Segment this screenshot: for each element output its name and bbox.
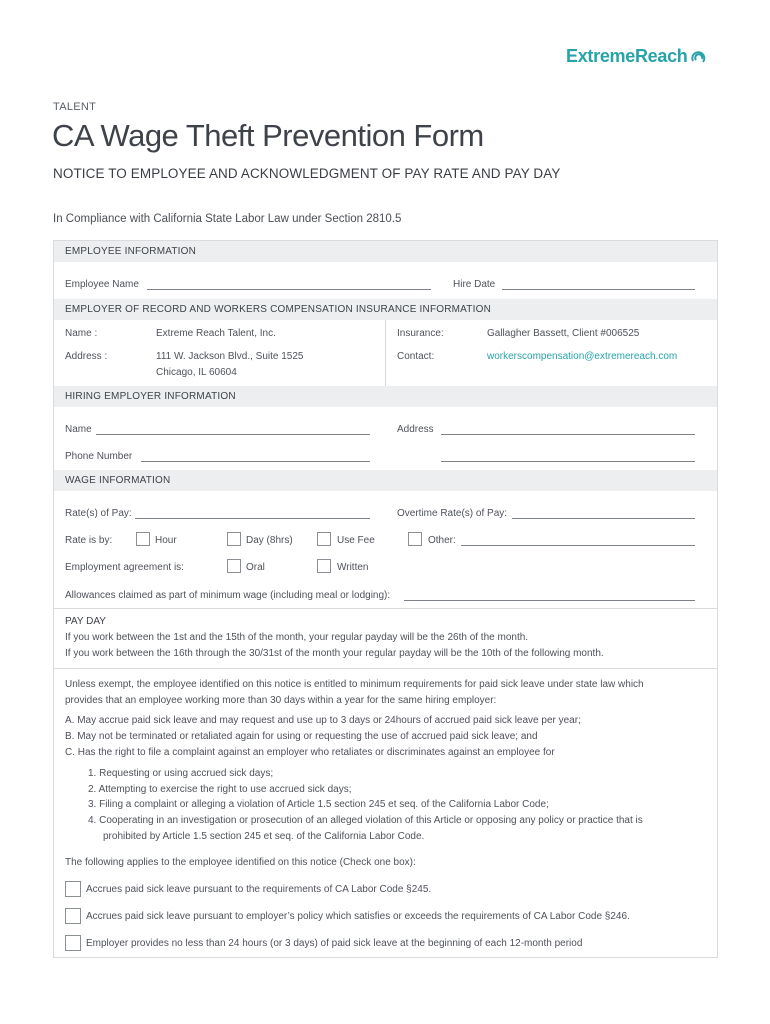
sick-leave-sub-4: 4. Cooperating in an investigation or prosecution of an alleged violation of this Article or opposing any policy or practice that is: [88, 815, 643, 826]
logo-text: ExtremeReach: [566, 46, 688, 66]
column-divider: [385, 320, 386, 386]
sick-leave-sub-3: 3. Filing a complaint or alleging a violation of Article 1.5 section 245 et seq. of the California Labor Code;: [88, 799, 549, 810]
phone-field[interactable]: [141, 461, 370, 462]
sick-leave-option-3-label: Employer provides no less than 24 hours (or 3 days) of paid sick leave at the beginning of each 12-month period: [86, 938, 583, 949]
contact-label: Contact:: [397, 351, 435, 362]
sick-leave-option-2-checkbox[interactable]: [65, 908, 81, 924]
agreement-written-checkbox[interactable]: [317, 559, 331, 573]
pay-day-line1: If you work between the 1st and the 15th of the month, your regular payday will be the 26th of the month.: [65, 632, 529, 643]
employer-address-line1: 111 W. Jackson Blvd., Suite 1525: [156, 351, 304, 362]
allowances-field[interactable]: [404, 600, 695, 601]
brand-logo: [566, 46, 707, 67]
rate-hour-label: Hour: [155, 535, 177, 546]
sick-leave-sub-4-cont: prohibited by Article 1.5 section 245 et seq. of the California Labor Code.: [103, 831, 425, 842]
employer-address-label: Address :: [65, 351, 108, 362]
agreement-written-label: Written: [337, 562, 369, 573]
contact-email-link[interactable]: workerscompensation@extremereach.com: [487, 351, 678, 362]
sick-leave-option-2-label: Accrues paid sick leave pursuant to employer’s policy which satisfies or exceeds the requirements of CA Labor Code §246.: [86, 911, 630, 922]
hiring-employer-heading: HIRING EMPLOYER INFORMATION: [54, 386, 717, 407]
agreement-oral-label: Oral: [246, 562, 265, 573]
form-container: [53, 240, 718, 958]
sick-leave-intro-1: Unless exempt, the employee identified on this notice is entitled to minimum requirements for paid sick leave under state law which: [65, 679, 644, 690]
rate-other-checkbox[interactable]: [408, 532, 422, 546]
employee-name-field[interactable]: [147, 289, 431, 290]
sick-leave-sub-1: 1. Requesting or using accrued sick days;: [88, 768, 274, 779]
rate-hour-checkbox[interactable]: [136, 532, 150, 546]
page-title: CA Wage Theft Prevention Form: [52, 118, 484, 153]
pay-day-line2: If you work between the 16th through the 30/31st of the month your regular payday will be the 10th of the following month.: [65, 648, 604, 659]
employer-record-heading: EMPLOYER OF RECORD AND WORKERS COMPENSATION INSURANCE INFORMATION: [54, 299, 717, 320]
wave-logo-icon: [691, 49, 707, 65]
insurance-label: Insurance:: [397, 328, 444, 339]
employer-name-label: Name :: [65, 328, 98, 339]
sick-leave-item-b: B. May not be terminated or retaliated again for using or requesting the use of accrued paid sick leave; and: [65, 731, 538, 742]
overtime-field[interactable]: [512, 518, 695, 519]
compliance-note: In Compliance with California State Labor Law under Section 2810.5: [53, 213, 402, 225]
employer-address-line2: Chicago, IL 60604: [156, 367, 237, 378]
employee-name-label: Employee Name: [65, 279, 139, 290]
rate-use-fee-checkbox[interactable]: [317, 532, 331, 546]
page-subtitle: NOTICE TO EMPLOYEE AND ACKNOWLEDGMENT OF PAY RATE AND PAY DAY: [53, 166, 561, 181]
rate-day-label: Day (8hrs): [246, 535, 293, 546]
rates-label: Rate(s) of Pay:: [65, 508, 132, 519]
hiring-address-field-2[interactable]: [441, 461, 695, 462]
employer-name-value: Extreme Reach Talent, Inc.: [156, 328, 276, 339]
rate-use-fee-label: Use Fee: [337, 535, 375, 546]
check-one-intro: The following applies to the employee identified on this notice (Check one box):: [65, 857, 416, 868]
rate-other-label: Other:: [428, 535, 456, 546]
sick-leave-intro-2: provides that an employee working more than 30 days within a year for the same hiring employer:: [65, 695, 497, 706]
overtime-label: Overtime Rate(s) of Pay:: [397, 508, 508, 519]
sick-leave-option-1-label: Accrues paid sick leave pursuant to the requirements of CA Labor Code §245.: [86, 884, 432, 895]
sick-leave-sub-2: 2. Attempting to exercise the right to use accrued sick days;: [88, 784, 352, 795]
hiring-name-label: Name: [65, 424, 92, 435]
hiring-address-label: Address: [397, 424, 434, 435]
sick-leave-option-1-checkbox[interactable]: [65, 881, 81, 897]
hiring-name-field[interactable]: [96, 434, 370, 435]
allowances-label: Allowances claimed as part of minimum wage (including meal or lodging):: [65, 590, 391, 601]
rate-day-checkbox[interactable]: [227, 532, 241, 546]
sick-leave-item-a: A. May accrue paid sick leave and may request and use up to 3 days or 24hours of accrued paid sick leave per year;: [65, 715, 581, 726]
rate-other-field[interactable]: [461, 545, 695, 546]
hiring-address-field[interactable]: [441, 434, 695, 435]
section-divider: [54, 608, 717, 609]
pay-day-heading: PAY DAY: [65, 616, 106, 627]
agreement-oral-checkbox[interactable]: [227, 559, 241, 573]
rates-field[interactable]: [135, 518, 370, 519]
wage-info-heading: WAGE INFORMATION: [54, 470, 717, 491]
phone-label: Phone Number: [65, 451, 133, 462]
rate-is-by-label: Rate is by:: [65, 535, 113, 546]
agreement-label: Employment agreement is:: [65, 562, 184, 573]
section-label: TALENT: [53, 101, 97, 113]
sick-leave-item-c: C. Has the right to file a complaint against an employer who retaliates or discriminates against an employee for: [65, 747, 555, 758]
hire-date-label: Hire Date: [453, 279, 496, 290]
hire-date-field[interactable]: [502, 289, 695, 290]
insurance-value: Gallagher Bassett, Client #006525: [487, 328, 640, 339]
section-divider: [54, 668, 717, 669]
sick-leave-option-3-checkbox[interactable]: [65, 935, 81, 951]
employee-info-heading: EMPLOYEE INFORMATION: [54, 241, 717, 262]
